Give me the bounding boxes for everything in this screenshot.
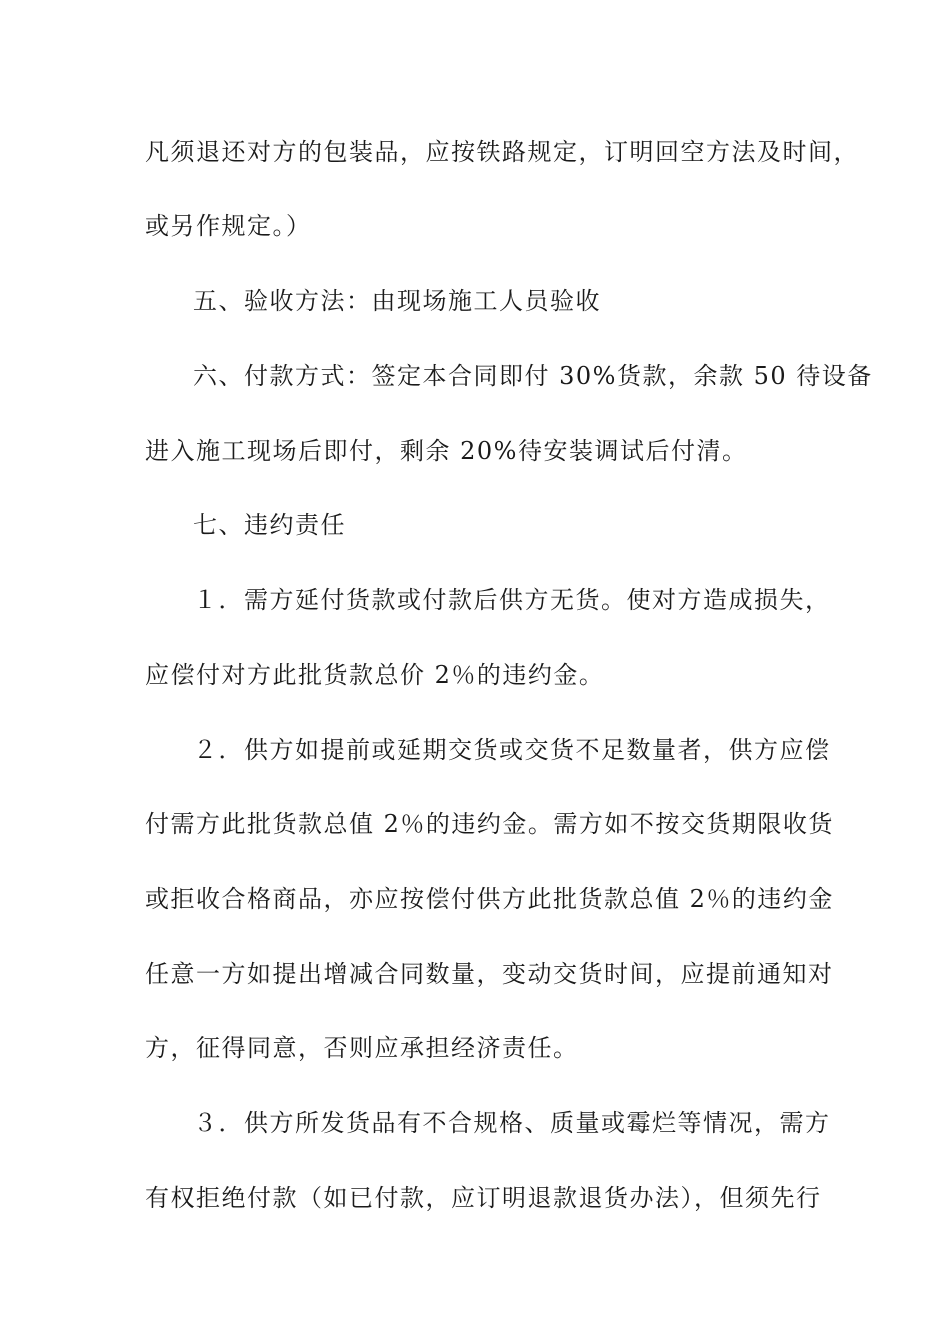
clause-2: ２．供方如提前或延期交货或交货不足数量者，供方应偿 — [193, 736, 831, 764]
text-line: 任意一方如提出增减合同数量，变动交货时间，应提前通知对 — [145, 960, 834, 988]
text-line: 方，征得同意，否则应承担经济责任。 — [145, 1034, 579, 1062]
section-heading-liability: 七、违约责任 — [193, 511, 346, 539]
text-line: 或拒收合格商品，亦应按偿付供方此批货款总值 2％的违约金 — [145, 885, 834, 913]
text-line: 进入施工现场后即付，剩余 20%待安装调试后付清。 — [145, 437, 748, 465]
text-line: 有权拒绝付款（如已付款，应订明退款退货办法），但须先行 — [145, 1184, 822, 1212]
clause-3: ３．供方所发货品有不合规格、质量或霉烂等情况，需方 — [193, 1109, 831, 1137]
text-line: 凡须退还对方的包装品，应按铁路规定，订明回空方法及时间， — [145, 138, 859, 166]
clause-1: １．需方延付货款或付款后供方无货。使对方造成损失， — [193, 586, 831, 614]
text-line: 付需方此批货款总值 2％的违约金。需方如不按交货期限收货 — [145, 810, 834, 838]
text-line: 应偿付对方此批货款总价 2％的违约金。 — [145, 661, 605, 689]
text-line: 或另作规定。） — [145, 212, 312, 240]
section-heading-payment: 六、付款方式：签定本合同即付 30%货款，余款 50 待设备 — [193, 362, 873, 390]
section-heading-inspection: 五、验收方法：由现场施工人员验收 — [193, 287, 601, 315]
